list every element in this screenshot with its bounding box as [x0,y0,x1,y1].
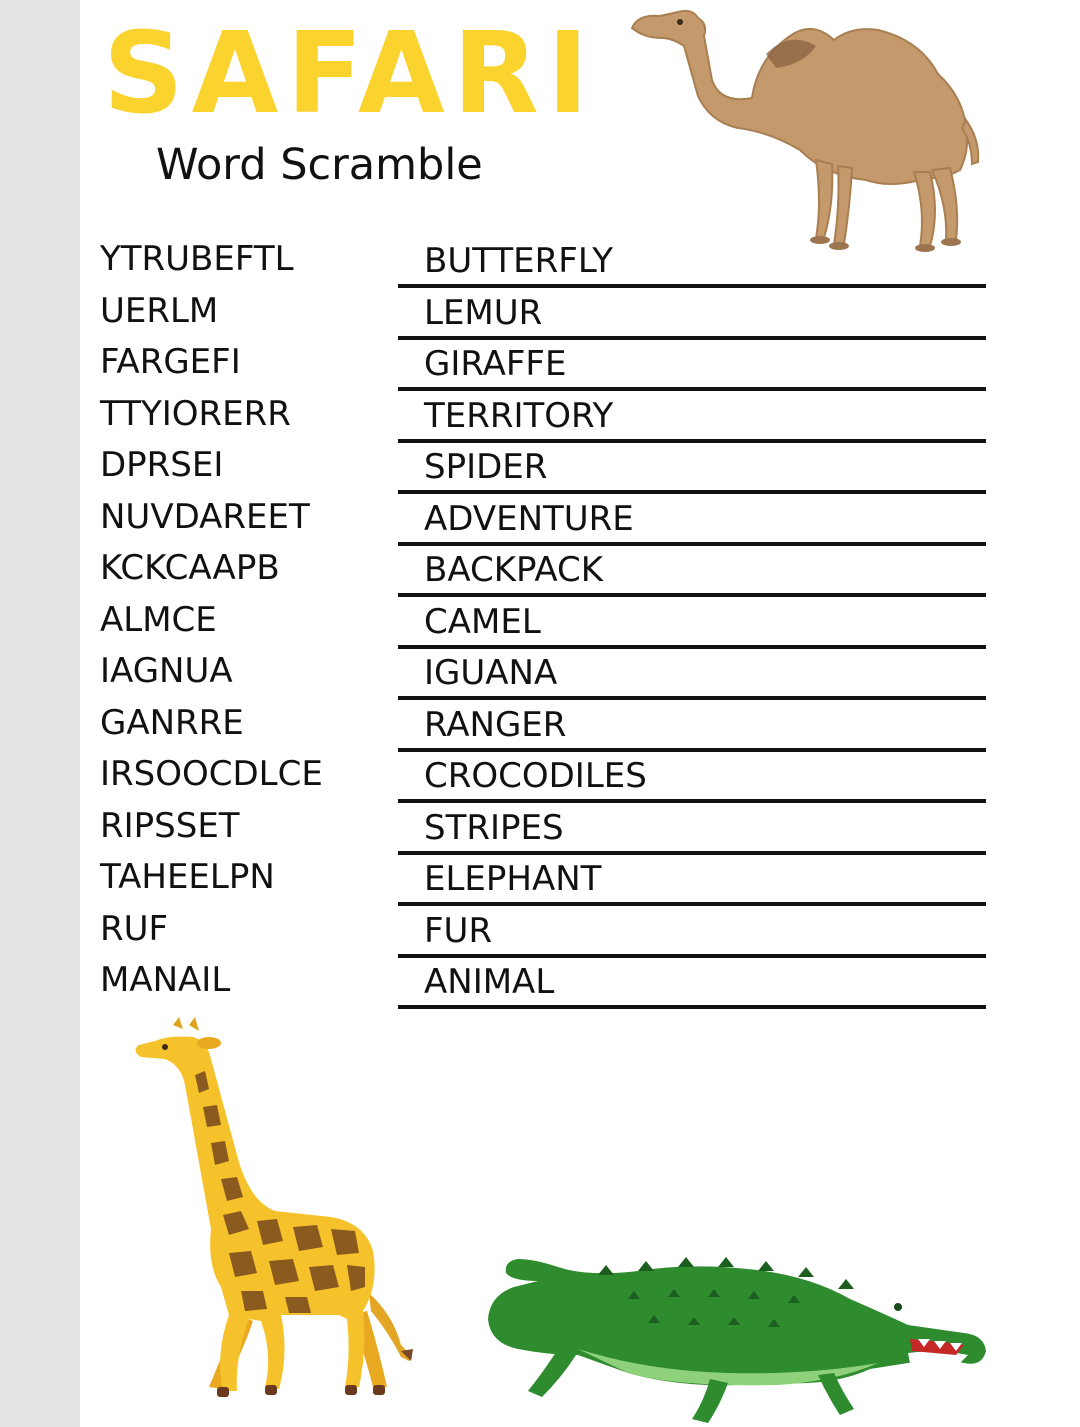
answer-line[interactable] [398,339,986,391]
word-row [100,597,990,649]
answer-line[interactable] [398,803,986,855]
word-row [100,391,990,443]
scrambled-word: RUF [100,908,169,949]
scrambled-word: NUVDAREET [100,496,310,537]
word-row [100,957,990,1009]
answer-word: ANIMAL [424,962,555,1002]
answer-word: CROCODILES [424,756,647,796]
word-row [100,288,990,340]
answer-line[interactable] [398,545,986,597]
answer-word: ELEPHANT [424,859,602,899]
scrambled-word: KCKCAAPB [100,548,280,588]
answer-line[interactable] [398,751,986,803]
scrambled-word: ALMCE [100,599,217,640]
word-row [100,236,990,288]
answer-word: IGUANA [424,653,558,693]
scrambled-word: UERLM [100,290,219,331]
scrambled-word: IRSOOCDLCE [100,754,323,794]
giraffe-illustration [125,1015,435,1420]
worksheet-subtitle: Word Scramble [156,140,483,190]
scrambled-word: GANRRE [100,702,244,743]
answer-line[interactable] [398,391,986,443]
word-row [100,751,990,803]
answer-line[interactable] [398,648,986,700]
answer-line[interactable] [398,494,986,546]
word-row [100,648,990,700]
answer-line[interactable] [398,906,986,958]
left-margin-strip [0,0,80,1427]
word-row [100,545,990,597]
answer-word: LEMUR [424,292,543,333]
answer-word: STRIPES [424,807,564,848]
word-row [100,494,990,546]
word-row [100,854,990,906]
scrambled-word: TAHEELPN [100,857,275,897]
word-row [100,700,990,752]
answer-line[interactable] [398,442,986,494]
answer-word: BACKPACK [424,550,604,590]
scrambled-word: MANAIL [100,960,231,1000]
answer-word: CAMEL [424,601,541,642]
scrambled-word: TTYIORERR [100,393,291,434]
scrambled-word: YTRUBEFTL [100,239,294,279]
answer-word: BUTTERFLY [424,241,614,281]
answer-line[interactable] [398,957,986,1009]
answer-line[interactable] [398,700,986,752]
scrambled-word: DPRSEI [100,445,224,485]
answer-line[interactable] [398,236,986,288]
answer-word: SPIDER [424,447,548,487]
answer-word: TERRITORY [424,395,614,436]
scrambled-word: IAGNUA [100,651,233,691]
answer-line[interactable] [398,854,986,906]
scrambled-word: FARGEFI [100,342,241,382]
word-row [100,803,990,855]
word-scramble-list [100,236,990,1009]
word-row [100,906,990,958]
answer-line[interactable] [398,288,986,340]
answer-line[interactable] [398,597,986,649]
word-row [100,442,990,494]
answer-word: ADVENTURE [424,498,634,539]
answer-word: FUR [424,910,493,951]
answer-word: RANGER [424,704,567,745]
worksheet-title: SAFARI [103,9,597,139]
scrambled-word: RIPSSET [100,805,240,846]
camel-illustration [620,0,1000,270]
word-row [100,339,990,391]
answer-word: GIRAFFE [424,344,567,384]
crocodile-illustration [478,1215,998,1427]
